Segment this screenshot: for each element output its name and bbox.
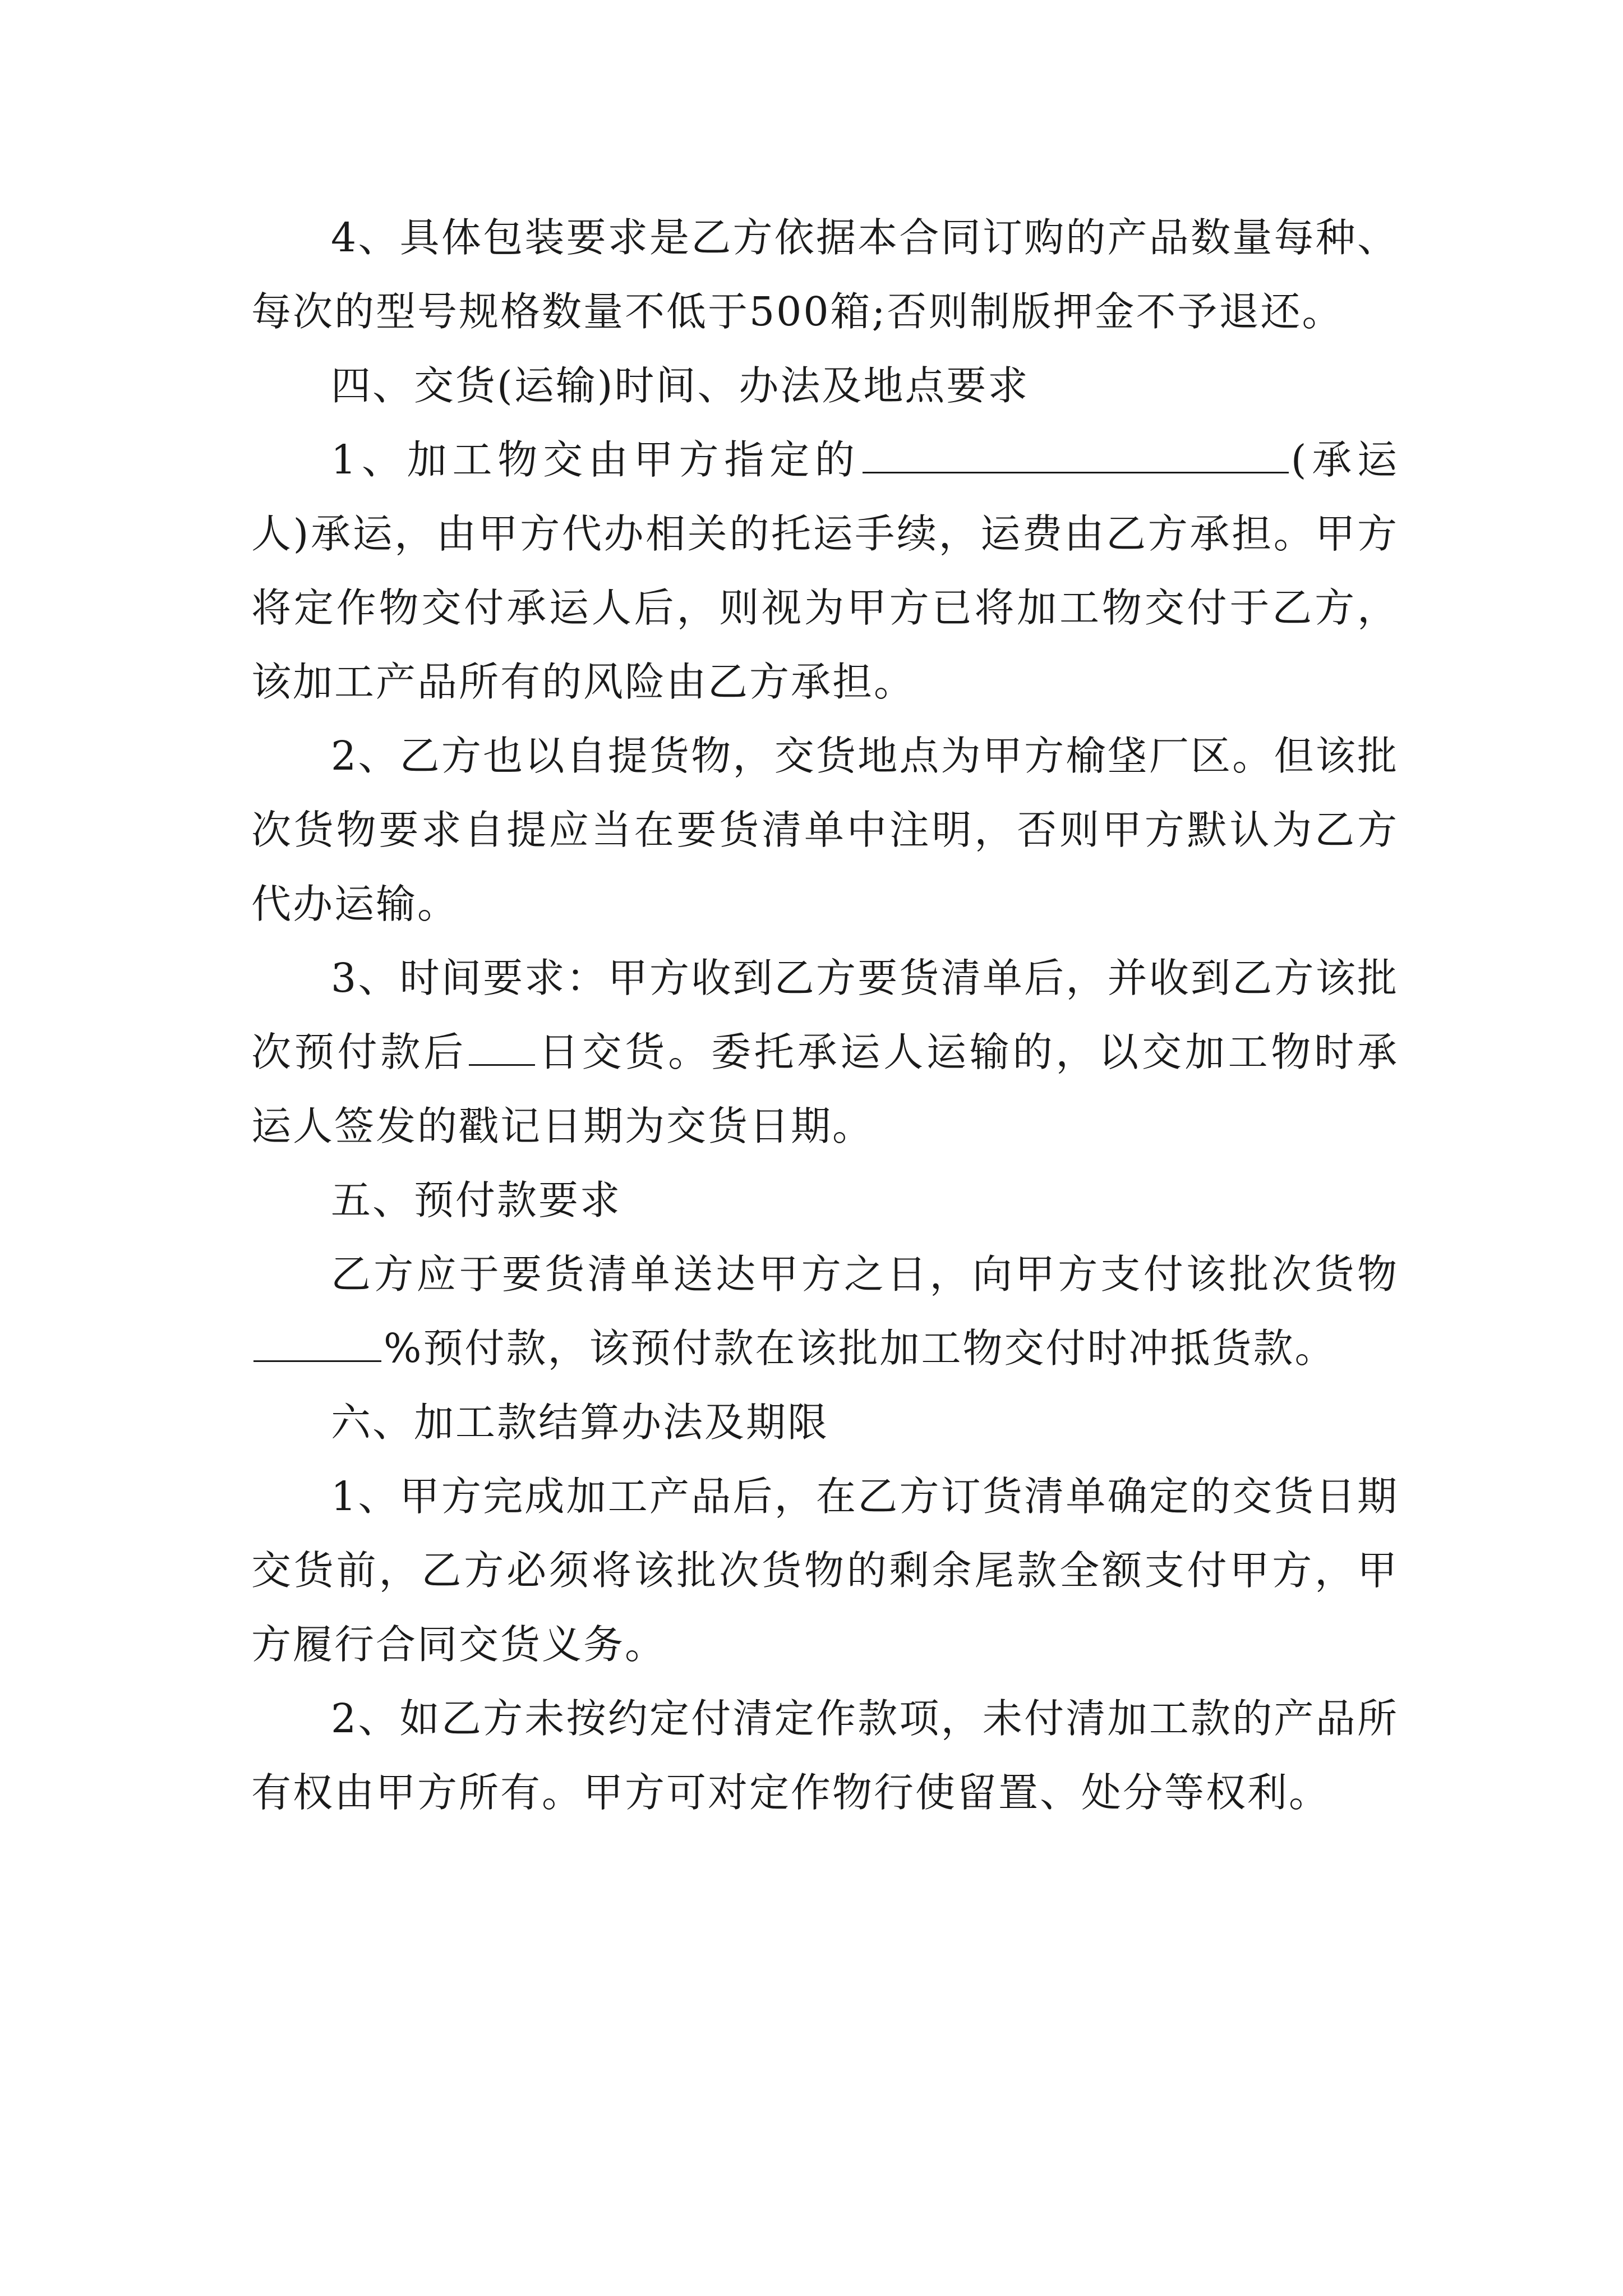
clause-ownership: 2、如乙方未按约定付清定作款项，未付清加工款的产品所有权由甲方所有。甲方可对定作物行使留置、处分等权利。 [251,1695,1399,1816]
clause-packaging-requirement: 4、具体包装要求是乙方依据本合同订购的产品数量每种、每次的型号规格数量不低于500箱;否则制版押金不予退还。 [251,214,1399,335]
clause-delivery-time [251,941,1399,1163]
clause-carrier-text-start: 1、加工物交由甲方指定的 [331,436,860,483]
clause-prepayment-text-end: %预付款，该预付款在该批加工物交付时冲抵货款。 [384,1325,1336,1372]
section-heading-delivery: 四、交货(运输)时间、办法及地点要求 [331,362,1030,409]
clause-carrier [251,423,1399,719]
clause-prepayment-text-start: 乙方应于要货清单送达甲方之日，向甲方支付该批次货物 [331,1251,1399,1297]
section-heading-prepayment: 五、预付款要求 [331,1177,622,1223]
section-heading-settlement: 六、加工款结算办法及期限 [331,1399,829,1446]
days-blank-line [469,1025,535,1066]
clause-final-payment: 1、甲方完成加工产品后，在乙方订货清单确定的交货日期交货前，乙方必须将该批次货物的剩余尾款全额支付甲方，甲方履行合同交货义务。 [251,1473,1399,1668]
percent-blank-line [253,1321,381,1362]
carrier-blank-line [863,432,1289,473]
clause-self-pickup: 2、乙方也以自提货物，交货地点为甲方榆垡厂区。但该批次货物要求自提应当在要货清单中注明，否则甲方默认为乙方代办运输。 [251,733,1399,927]
clause-prepayment [251,1237,1399,1386]
document-body [251,201,1399,1830]
clause-carrier-text-end: (承运人)承运，由甲方代办相关的托运手续，运费由乙方承担。甲方将定作物交付承运人后，则视为甲方已将加工物交付于乙方，该加工产品所有的风险由乙方承担。 [251,436,1399,705]
clause-delivery-time-text-start: 3、时间要求：甲方收到乙方要货清单后，并收到乙方该批次预付款后 [251,955,1399,1075]
clause-delivery-time-text-end: 日交货。委托承运人运输的，以交加工物时承运人签发的戳记日期为交货日期。 [251,1029,1399,1149]
